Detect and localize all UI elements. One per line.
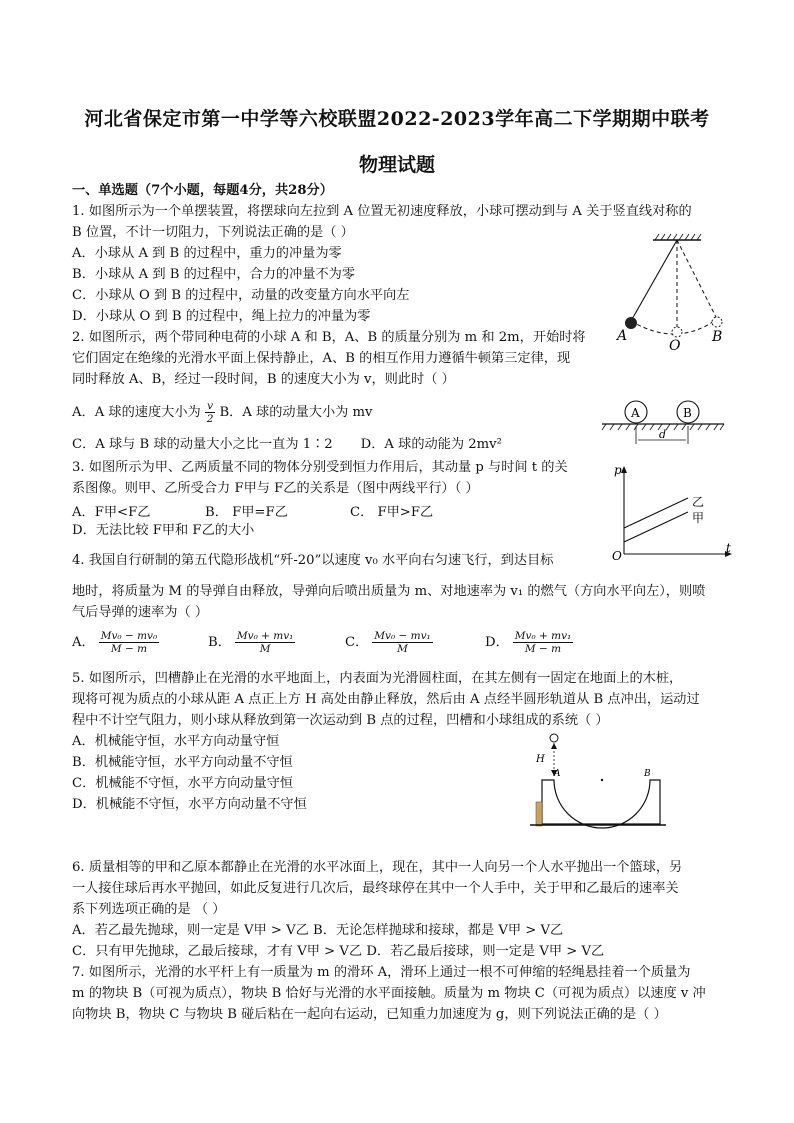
q3-option-c: C． F甲>F乙 xyxy=(350,505,434,520)
q4-stem-line3: 气后导弹的速率为（ ） xyxy=(72,605,209,620)
q3-option-a: A．F甲<F乙 xyxy=(72,505,151,520)
q3-stem-line1: 3. 如图所示为甲、乙两质量不同的物体分别受到恒力作用后，其动量 p 与时间 t 的关 xyxy=(72,460,568,475)
q1-option-b: B．小球从 A 到 B 的过程中，合力的冲量不为零 xyxy=(72,267,356,282)
q4-option-d: D． $\frac{\text{Mv₀ + mv₁}}{M - m}$ xyxy=(485,630,572,655)
q2-option-cd xyxy=(72,436,502,454)
q7-stem-line1: 7. 如图所示，光滑的水平杆上有一质量为 m 的滑环 A，滑环上通过一根不可伸缩的轻绳悬挂着一个质量为 xyxy=(72,965,691,980)
q3-option-b: B． F甲=F乙 xyxy=(205,505,288,520)
fig-label-b: B xyxy=(712,329,723,345)
groove-figure xyxy=(528,728,668,832)
q4-stem-line2: 地时，将质量为 M 的导弹自由释放，导弹向后喷出质量为 m、对地速率为 v₁ 的燃气（方向水平向左），则喷 xyxy=(72,584,706,599)
fig-label-a: A xyxy=(617,328,628,344)
q1-stem-line1: 1. 如图所示为一个单摆装置，将摆球向左拉到 A 位置无初速度释放，小球可摆动到与 A 关于竖直线对称的 xyxy=(72,204,692,219)
q5-option-c: C．机械能不守恒，水平方向动量守恒 xyxy=(72,776,294,791)
fig-axis-p: p xyxy=(614,463,622,477)
q2-option-a-fraction: $\frac{v}{2}$ xyxy=(206,400,214,425)
q5-option-b: B．机械能守恒，水平方向动量不守恒 xyxy=(72,755,293,770)
q2-option-ab xyxy=(72,400,373,425)
q2-option-d: D．A 球的动能为 2mv² xyxy=(360,437,502,452)
section-heading: 一、单选题（7个小题，每题4分，共28分） xyxy=(72,183,333,198)
q6-option-ab: A．若乙最先抛球，则一定是 V甲 > V乙 B．无论怎样抛球和接球，都是 V甲 > V乙 xyxy=(72,923,564,938)
q6-stem-line2: 一人接住球后再水平抛回，如此反复进行几次后，最终球停在其中一个人手中，关于甲和乙最后的速率关 xyxy=(72,881,679,896)
q4-option-b: B． $\frac{\text{Mv₀ + mv₁}}{M}$ xyxy=(208,630,294,655)
q1-option-d: D．小球从 O 到 B 的过程中，绳上拉力的冲量为零 xyxy=(72,309,371,324)
fig-height-h: H xyxy=(536,754,545,765)
q4-option-a: A． $\frac{\text{Mv₀ − mv₀}}{M - m}$ xyxy=(72,630,158,655)
q3-stem-line2: 系图像。则甲、乙所受合力 F甲与 F乙的关系是（图中两线平行）（ ） xyxy=(72,481,479,496)
q4-stem-line1: 4. 我国自行研制的第五代隐形战机“歼-20”以速度 v₀ 水平向右匀速飞行，到达目标 xyxy=(72,553,554,568)
q5-stem-line1: 5. 如图所示，凹槽静止在光滑的水平地面上，内表面为光滑圆柱面，在其左侧有一固定在地面上的木桩， xyxy=(72,671,683,686)
q2-option-a: A．A 球的速度大小为 xyxy=(72,405,201,420)
q5-option-d: D．机械能不守恒，水平方向动量不守恒 xyxy=(72,797,307,812)
page-title: 河北省保定市第一中学等六校联盟2022-2023学年高二下学期期中联考 xyxy=(84,108,710,130)
fig-axis-t: t xyxy=(726,541,731,555)
q5-option-a: A．机械能守恒，水平方向动量守恒 xyxy=(72,734,280,749)
q2-stem-line2: 它们固定在绝缘的光滑水平面上保持静止，A、B 的相互作用力遵循牛顿第三定律，现 xyxy=(72,351,571,366)
q6-option-cd: C．只有甲先抛球，乙最后接球，才有 V甲 > V乙 D．若乙最后接球，则一定是 V甲 > V乙 xyxy=(72,944,605,959)
q5-stem-line2: 现将可视为质点的小球从距 A 点正上方 H 高处由静止释放，然后由 A 点经半圆形轨道从 B 点冲出，运动过 xyxy=(72,692,700,707)
q3-option-d: D．无法比较 F甲和 F乙的大小 xyxy=(72,523,255,538)
fig-line-yi: 乙 xyxy=(692,495,705,509)
fig-ball-b: B xyxy=(683,406,692,420)
q4-option-c: C． $\frac{\text{Mv₀ − mv₁}}{M}$ xyxy=(345,630,431,655)
q1-stem-line2: B 位置，不计一切阻力，下列说法正确的是（ ） xyxy=(72,225,354,240)
q2-stem-line3: 同时释放 A、B，经过一段时间，B 的速度大小为 v，则此时（ ） xyxy=(72,372,455,387)
charges-figure xyxy=(600,396,730,452)
fig-point-a: A xyxy=(554,769,561,779)
q1-option-a: A．小球从 A 到 B 的过程中，重力的冲量为零 xyxy=(72,246,342,261)
q1-option-c: C．小球从 O 到 B 的过程中，动量的改变量方向水平向左 xyxy=(72,288,410,303)
q6-stem-line3: 系下列选项正确的是 （ ） xyxy=(72,902,226,917)
pendulum-figure xyxy=(605,228,735,353)
momentum-time-graph xyxy=(610,462,735,562)
page-subtitle: 物理试题 xyxy=(358,154,435,176)
fig-line-jia: 甲 xyxy=(692,511,705,525)
fig-ball-a: A xyxy=(631,406,640,420)
q6-stem-line1: 6. 质量相等的甲和乙原本都静止在光滑的水平冰面上，现在，其中一人向另一个人水平抛出一个篮球，另 xyxy=(72,860,683,875)
q7-stem-line2: m 的物块 B（可视为质点），物块 B 恰好与光滑的水平面接触。质量为 m 物块 C（可视为质点）以速度 v 冲 xyxy=(72,986,706,1001)
q2-option-c: C．A 球与 B 球的动量大小之比一直为 1∶2 xyxy=(72,437,333,452)
q7-stem-line3: 向物块 B，物块 C 与物块 B 碰后粘在一起向右运动，已知重力加速度为 g，则下列说法正确的是（ ） xyxy=(72,1007,667,1022)
fig-label-o: O xyxy=(669,338,681,353)
fig-point-b: B xyxy=(644,769,651,779)
fig-origin-o: O xyxy=(612,549,622,562)
q5-stem-line3: 程中不计空气阻力，则小球从释放到第一次运动到 B 点的过程，凹槽和小球组成的系统（ ） xyxy=(72,713,609,728)
q2-stem-line1: 2. 如图所示，两个带同种电荷的小球 A 和 B，A、B 的质量分别为 m 和 2m，开始时将 xyxy=(72,330,586,345)
q2-option-b: B．A 球的动量大小为 mv xyxy=(219,405,373,420)
fig-distance-d: d xyxy=(659,428,667,441)
